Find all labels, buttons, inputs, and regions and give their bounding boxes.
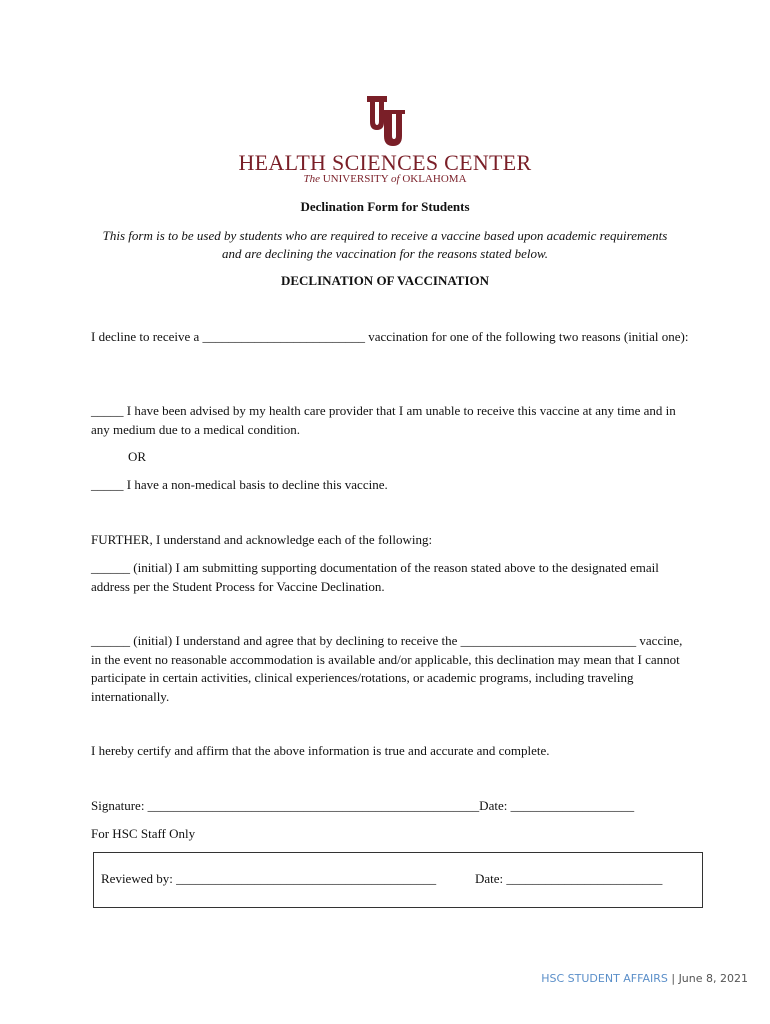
university-name: [0, 173, 770, 185]
or-separator: OR: [128, 449, 147, 464]
option-nonmedical: _____ I have a non-medical basis to decline this vaccine.: [91, 477, 388, 492]
form-title: Declination Form for Students: [300, 199, 470, 214]
footer-department: HSC STUDENT AFFAIRS: [541, 972, 668, 985]
staff-review-box: [93, 852, 703, 908]
decline-statement: I decline to receive a _________________________ vaccination for one of the following two reasons (initial one):: [91, 329, 689, 344]
staff-date-line: Date: ________________________: [475, 871, 663, 886]
university-prefix: The: [303, 173, 320, 185]
ack-documentation: ______ (initial) I am submitting supporting documentation of the reason stated above to the designated email address per the Student Process for Vaccine Declination.: [91, 560, 659, 594]
certify-statement: I hereby certify and affirm that the above information is true and accurate and complete.: [91, 743, 550, 758]
further-heading: FURTHER, I understand and acknowledge each of the following:: [91, 532, 433, 547]
option-medical: _____ I have been advised by my health care provider that I am unable to receive this vaccine at any time and in any medium due to a medical condition.: [91, 403, 676, 437]
footer-date: June 8, 2021: [678, 972, 748, 985]
university-word: UNIVERSITY: [322, 173, 389, 185]
page-footer: [541, 972, 748, 985]
reviewed-by-line: Reviewed by: ________________________________________: [101, 871, 437, 886]
staff-only-label: For HSC Staff Only: [91, 826, 196, 841]
form-intro: This form is to be used by students who are required to receive a vaccine based upon academic requirements and are declining the vaccination for the reasons stated below.: [102, 228, 668, 261]
ou-logo: [0, 92, 770, 148]
university-state: OKLAHOMA: [402, 173, 467, 185]
ack-consequences: ______ (initial) I understand and agree that by declining to receive the ___________________________ vaccine, in the event no reasonable accommodation is available and/or applicable, this declination may mean that I cannot participate in certain activities, clinical experiences/rotations, or academic programs, including traveling internationally.: [91, 633, 683, 704]
university-of: of: [391, 173, 400, 185]
section-heading: DECLINATION OF VACCINATION: [280, 273, 490, 288]
ou-monogram-icon: [361, 92, 409, 148]
institution-name: HEALTH SCIENCES CENTER: [238, 150, 532, 175]
signature-line: Signature: ___________________________________________________Date: ___________________: [91, 798, 635, 813]
footer-separator: |: [667, 972, 679, 985]
